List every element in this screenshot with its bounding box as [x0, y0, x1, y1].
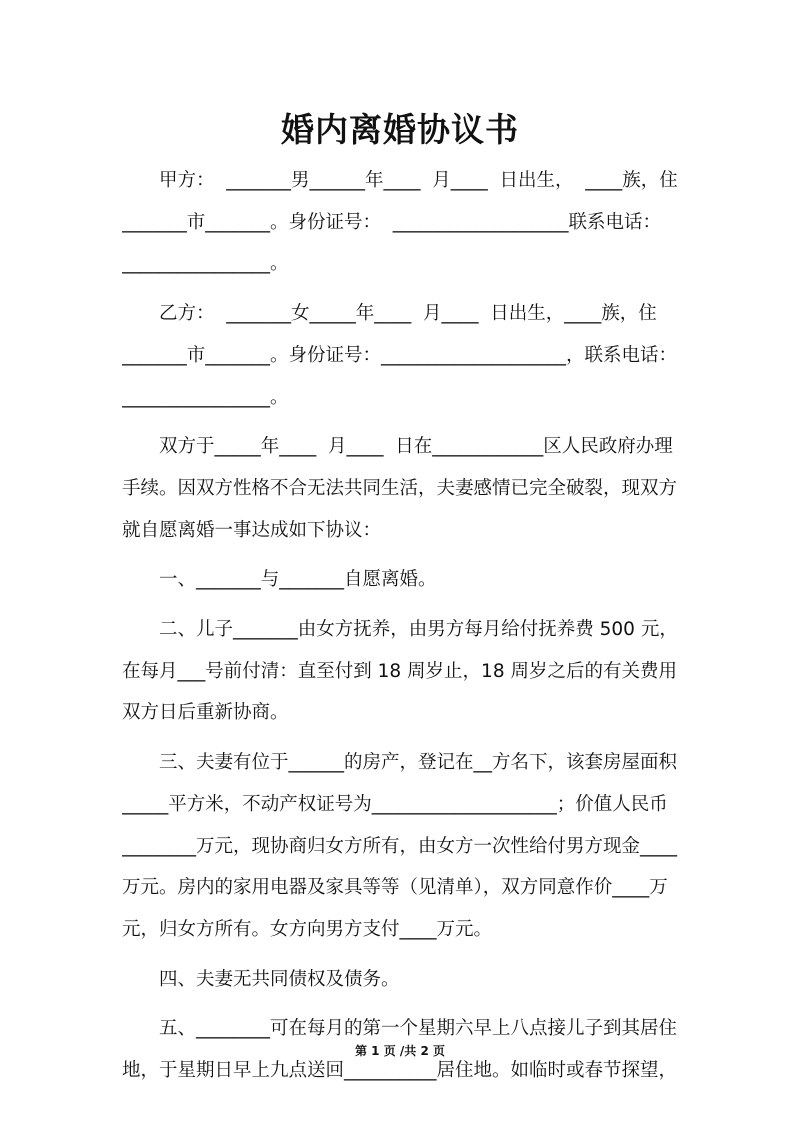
document-body	[122, 160, 680, 1100]
text-line: 二、儿子_______由女方抚养，由男方每月给付抚养费 500 元，	[159, 619, 678, 641]
paragraph	[122, 293, 680, 418]
paragraph	[122, 160, 680, 285]
text-line: _____平方米，不动产权证号为____________________；价值人民币	[122, 793, 668, 815]
text-line: 手续。因双方性格不合无法共同生活，夫妻感情已完全破裂，现双方	[122, 477, 678, 499]
text-line: 一、_______与_______自愿离婚。	[159, 569, 437, 591]
text-line: 三、夫妻有位于______的房产，登记在__方名下，该套房屋面积	[159, 752, 678, 774]
paragraph	[122, 559, 680, 601]
text-line: 元，归女方所有。女方向男方支付____万元。	[122, 918, 493, 940]
paragraph	[122, 426, 680, 551]
text-line: 乙方： _______女_____年____ 月____ 日出生，____族，住	[159, 303, 657, 325]
text-line: 地，于星期日早上九点送回__________居住地。如临时或春节探望，	[122, 1060, 678, 1082]
text-line: 四、夫妻无共同债权及债务。	[159, 968, 400, 990]
text-line: 甲方： _______男______年____ 月____ 日出生， ____族，住	[159, 170, 678, 191]
page-footer: 第 1 页 /共 2 页	[355, 1044, 445, 1058]
text-line: 在每月___号前付清：直至付到 18 周岁止，18 周岁之后的有关费用	[122, 660, 677, 682]
document-title: 婚内离婚协议书	[281, 110, 519, 149]
text-line: ________万元，现协商归女方所有，由女方一次性给付男方现金____	[122, 835, 678, 857]
text-line: 万元。房内的家用电器及家具等等（见清单），双方同意作价____万	[122, 877, 668, 899]
paragraph	[122, 959, 680, 1001]
text-line: 双方于_____年____ 月____ 日在____________区人民政府办理	[159, 436, 673, 458]
paragraph	[122, 742, 680, 951]
text-line: 就自愿离婚一事达成如下协议：	[122, 519, 382, 541]
text-line: ________________。	[122, 386, 289, 408]
paragraph	[122, 609, 680, 734]
text-line: _______市_______。身份证号：____________________，联系电话：	[122, 344, 678, 366]
text-line: _______市_______。身份证号： ___________________联系电话：	[122, 211, 662, 233]
text-line: 双方日后重新协商。	[122, 702, 289, 724]
text-line: 五、________可在每月的第一个星期六早上八点接儿子到其居住	[159, 1018, 678, 1040]
text-line: ________________。	[122, 253, 289, 275]
